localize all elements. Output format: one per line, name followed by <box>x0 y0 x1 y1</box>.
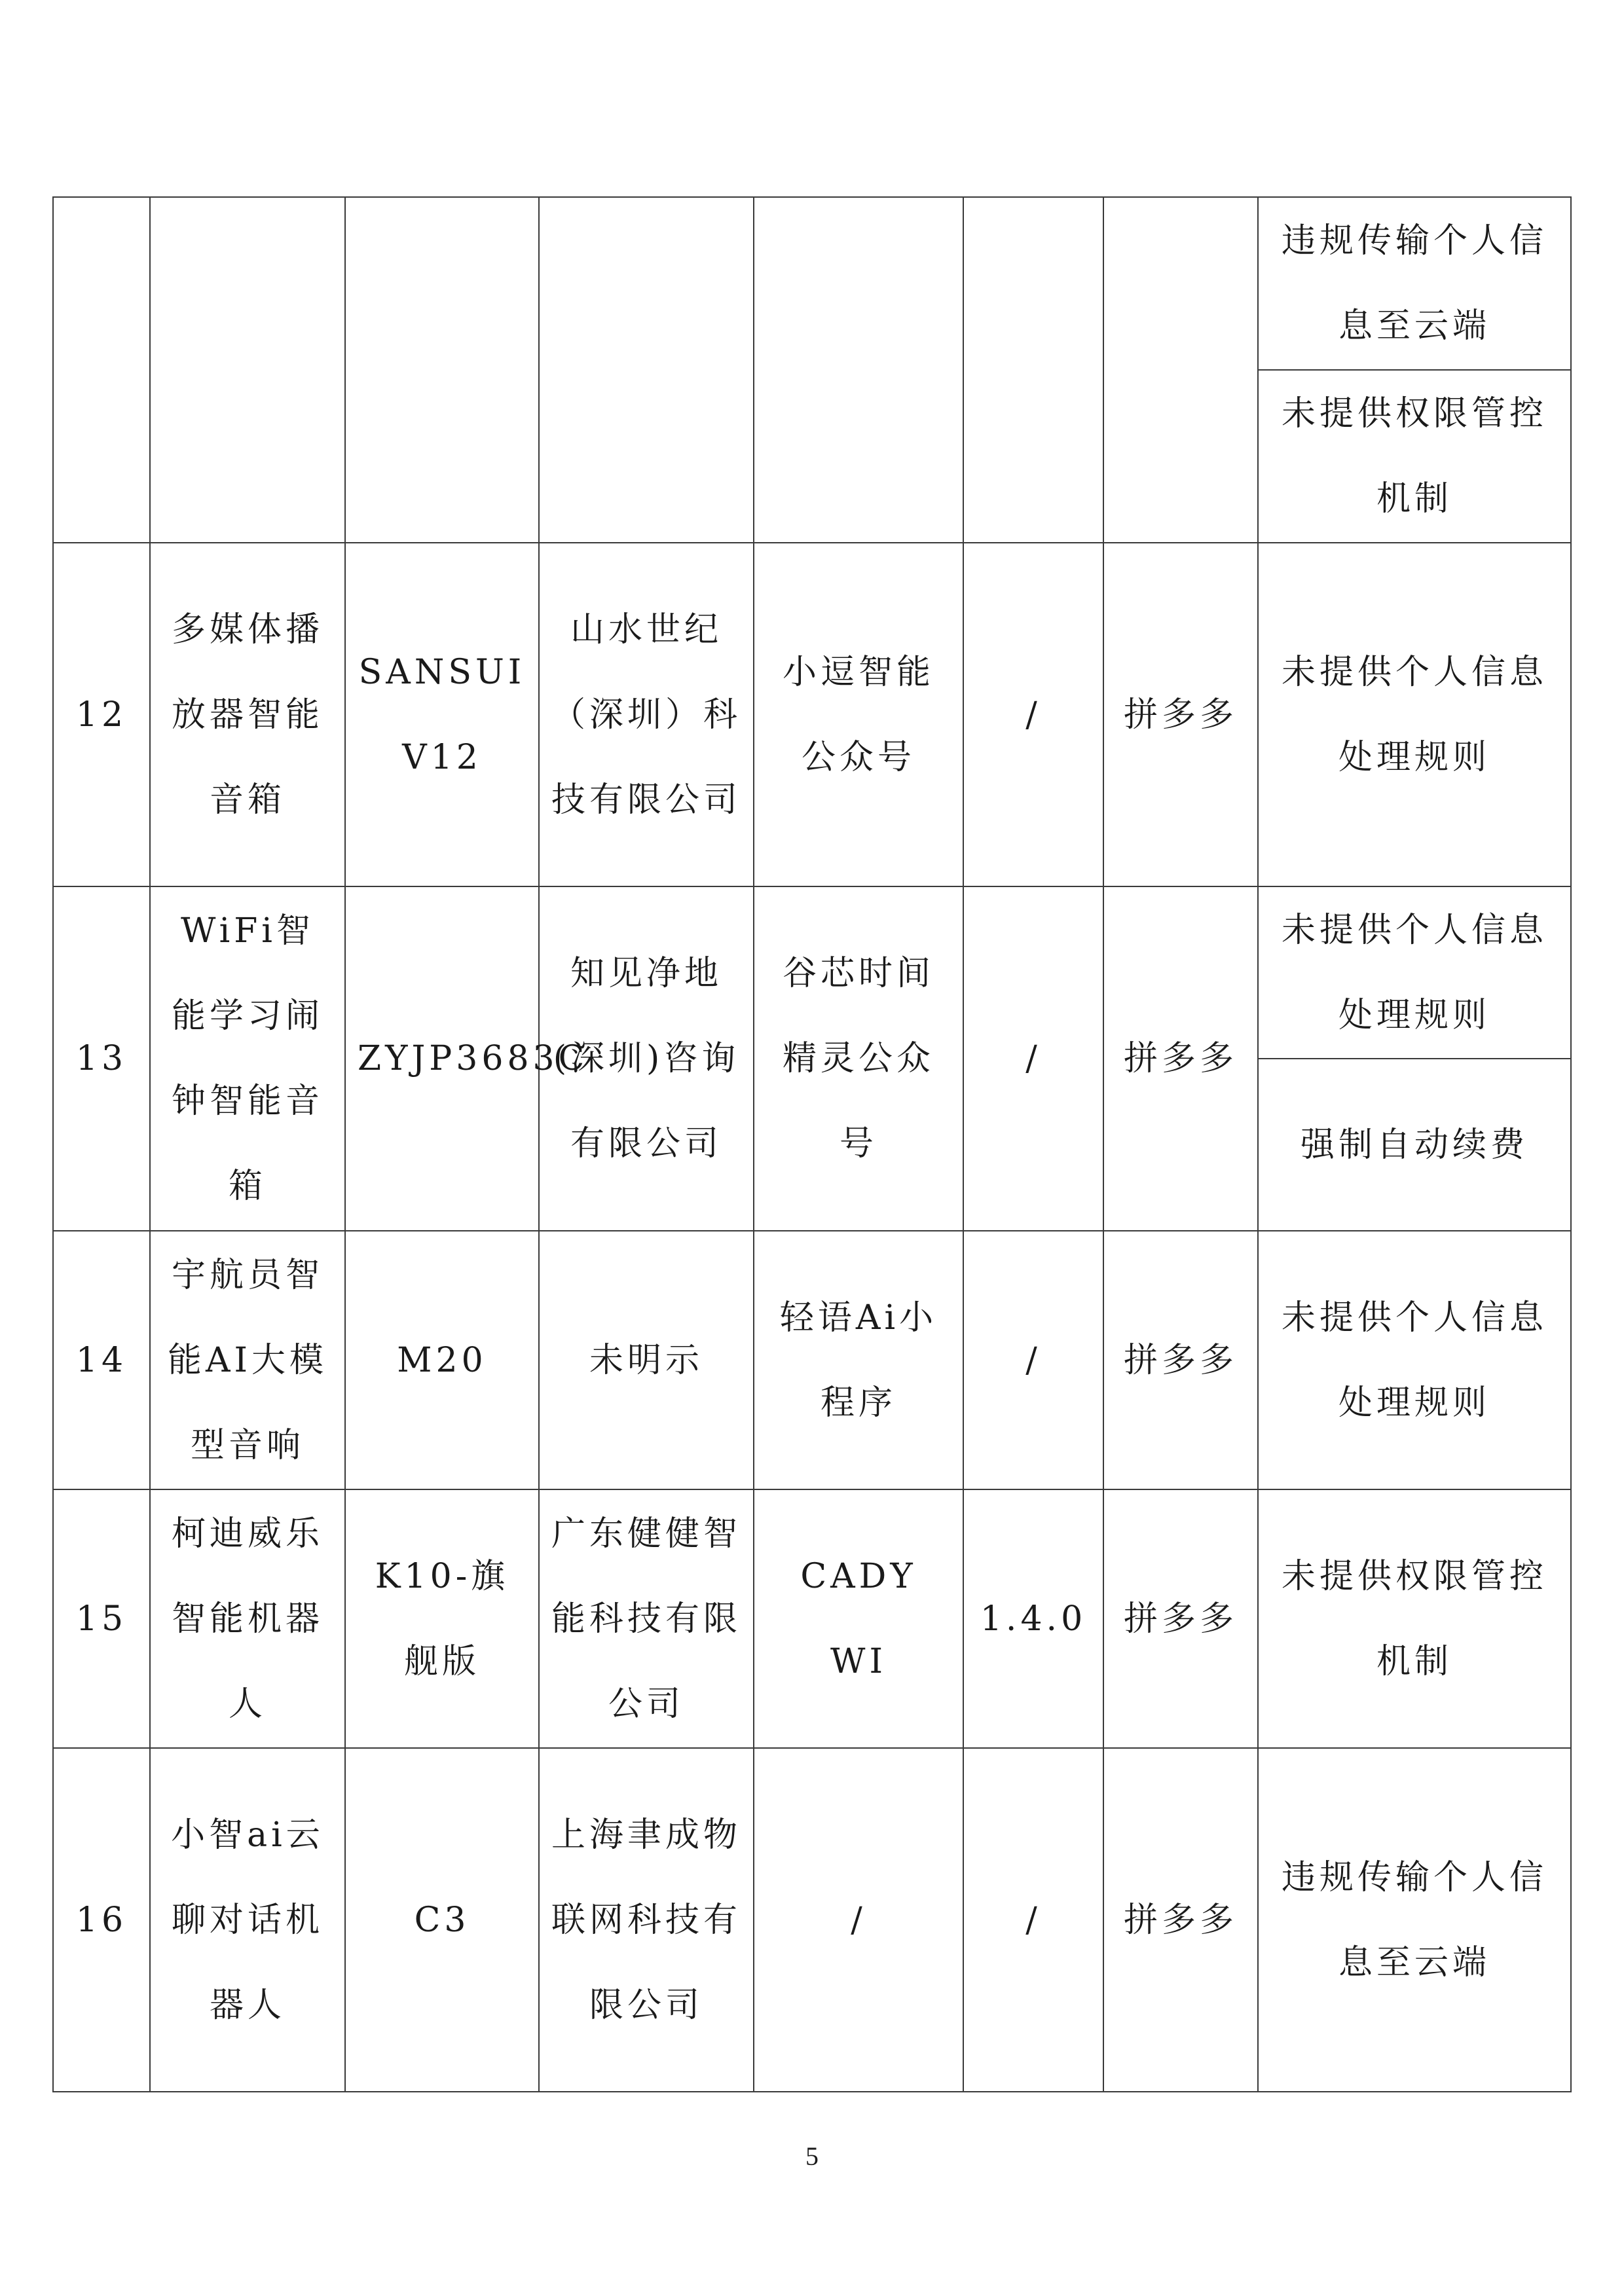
cell-model: M20 <box>345 1231 539 1489</box>
cell-platform: 拼多多 <box>1103 1748 1258 2092</box>
cell-version: / <box>963 1231 1103 1489</box>
cell-issue: 违规传输个人信息至云端 <box>1258 1748 1571 2092</box>
cell-product-name: 小智ai云聊对话机器人 <box>150 1748 345 2092</box>
table-row <box>53 1489 1571 1748</box>
cell-manufacturer: 知见净地(深圳)咨询有限公司 <box>539 886 754 1231</box>
cell-product-name: 柯迪威乐智能机器人 <box>150 1489 345 1748</box>
cell-manufacturer: 广东健健智能科技有限公司 <box>539 1489 754 1748</box>
cell-issue: 强制自动续费 <box>1258 1059 1571 1231</box>
table-row <box>53 1748 1571 2092</box>
cell-platform: 拼多多 <box>1103 1489 1258 1748</box>
cell-version: / <box>963 886 1103 1231</box>
page-number: 5 <box>805 2141 819 2171</box>
cell-no: 14 <box>53 1231 150 1489</box>
cell-app: 小逗智能公众号 <box>754 543 963 886</box>
cell-model: SANSUI V12 <box>345 543 539 886</box>
cell-issue: 违规传输个人信息至云端 <box>1258 197 1571 370</box>
cell-manufacturer: 上海聿成物联网科技有限公司 <box>539 1748 754 2092</box>
cell-version: 1.4.0 <box>963 1489 1103 1748</box>
cell-product-name <box>150 197 345 543</box>
cell-app: CADY WI <box>754 1489 963 1748</box>
cell-no <box>53 197 150 543</box>
cell-product-name: 宇航员智能AI大模型音响 <box>150 1231 345 1489</box>
table-row <box>53 197 1571 370</box>
cell-no: 15 <box>53 1489 150 1748</box>
cell-version <box>963 197 1103 543</box>
cell-product-name: 多媒体播放器智能音箱 <box>150 543 345 886</box>
cell-platform: 拼多多 <box>1103 543 1258 886</box>
cell-platform <box>1103 197 1258 543</box>
cell-product-name: WiFi智能学习闹钟智能音箱 <box>150 886 345 1231</box>
cell-version: / <box>963 543 1103 886</box>
cell-manufacturer: 未明示 <box>539 1231 754 1489</box>
cell-app: / <box>754 1748 963 2092</box>
cell-app <box>754 197 963 543</box>
table-row <box>53 886 1571 1059</box>
cell-no: 13 <box>53 886 150 1231</box>
cell-issue: 未提供权限管控机制 <box>1258 370 1571 543</box>
cell-manufacturer <box>539 197 754 543</box>
cell-model <box>345 197 539 543</box>
cell-issue: 未提供个人信息处理规则 <box>1258 1231 1571 1489</box>
cell-manufacturer: 山水世纪（深圳）科技有限公司 <box>539 543 754 886</box>
product-table <box>52 196 1572 2092</box>
table-row <box>53 543 1571 886</box>
cell-app: 轻语Ai小程序 <box>754 1231 963 1489</box>
cell-platform: 拼多多 <box>1103 886 1258 1231</box>
cell-issue: 未提供权限管控机制 <box>1258 1489 1571 1748</box>
cell-no: 12 <box>53 543 150 886</box>
cell-model: ZYJP3683C <box>345 886 539 1231</box>
cell-issue: 未提供个人信息处理规则 <box>1258 543 1571 886</box>
cell-version: / <box>963 1748 1103 2092</box>
cell-model: K10-旗舰版 <box>345 1489 539 1748</box>
cell-no: 16 <box>53 1748 150 2092</box>
cell-platform: 拼多多 <box>1103 1231 1258 1489</box>
table-row <box>53 1231 1571 1489</box>
cell-app: 谷芯时间精灵公众号 <box>754 886 963 1231</box>
cell-model: C3 <box>345 1748 539 2092</box>
cell-issue: 未提供个人信息处理规则 <box>1258 886 1571 1059</box>
